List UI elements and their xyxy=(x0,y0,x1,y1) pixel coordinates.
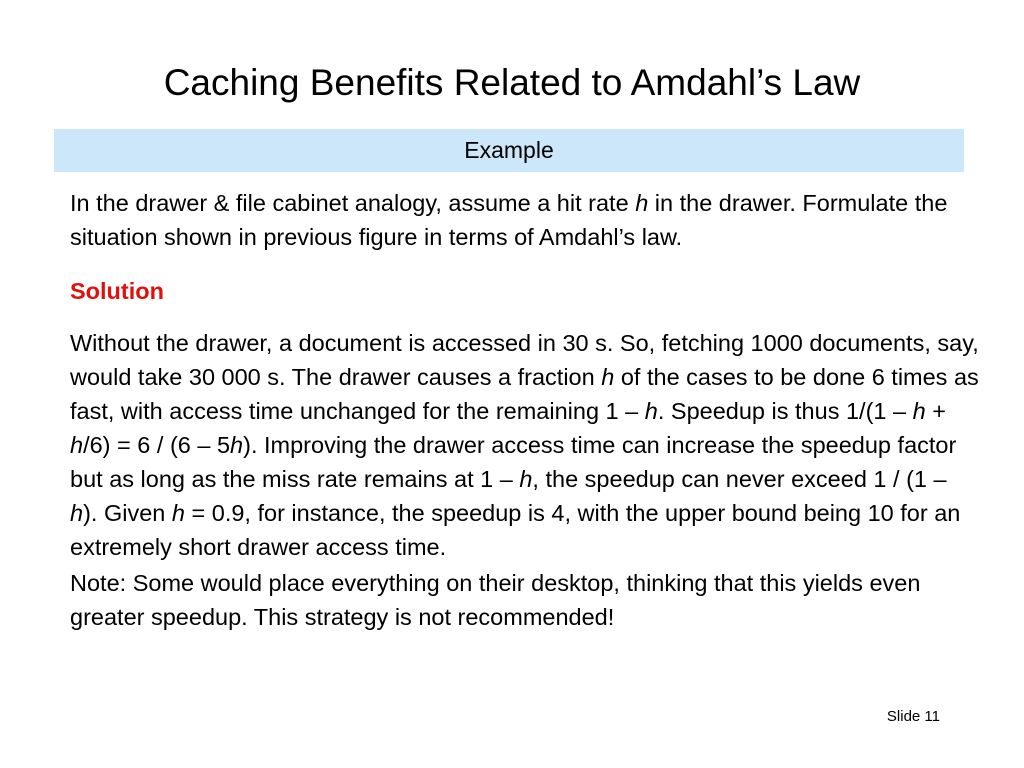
solution-fragment: . Speedup is thus 1/(1 – xyxy=(657,398,913,424)
solution-fragment: , the speedup can never exceed 1 / (1 – xyxy=(532,466,947,492)
solution-fragment: ). Given xyxy=(83,500,172,526)
problem-text: In the drawer & file cabinet analogy, assume a hit rate xyxy=(70,190,636,216)
hit-rate-variable: h xyxy=(601,364,615,390)
hit-rate-variable: h xyxy=(912,398,926,424)
solution-fragment: of the cases to be done 6 times as fast, with access time unchanged for the remaining 1 – xyxy=(70,364,979,424)
hit-rate-variable: h xyxy=(644,398,658,424)
note-text: Note: Some would place everything on their desktop, thinking that this yields even greater speedup. This strategy is not recommended! xyxy=(70,570,921,630)
slide-content xyxy=(70,186,980,634)
slide-number: Slide 11 xyxy=(886,708,940,725)
solution-fragment: Without the drawer, a document is accessed in 30 s. So, fetching 1000 documents, say, would take 30 000 s. The drawer causes a fraction xyxy=(70,330,979,390)
problem-statement xyxy=(70,186,980,254)
slide-title: Caching Benefits Related to Amdahl’s Law xyxy=(163,62,861,103)
example-banner xyxy=(54,129,964,172)
hit-rate-variable: h xyxy=(519,466,533,492)
solution-fragment: ). Improving the drawer access time can increase the speedup factor but as long as the miss rate remains at 1 – xyxy=(70,432,957,492)
hit-rate-variable: h xyxy=(635,190,649,216)
solution-fragment: = 0.9, for instance, the speedup is 4, with the upper bound being 10 for an extremely short drawer access time. xyxy=(70,500,961,560)
solution-heading: Solution xyxy=(70,278,164,304)
hit-rate-variable: h xyxy=(171,500,185,526)
solution-fragment: /6) = 6 / (6 – 5 xyxy=(83,432,231,458)
hit-rate-variable: h xyxy=(70,432,84,458)
solution-fragment: + xyxy=(925,398,946,424)
example-banner-label: Example xyxy=(464,137,554,163)
problem-text: in the drawer. Formulate the situation shown in previous figure in terms of Amdahl’s law. xyxy=(70,190,948,250)
hit-rate-variable: h xyxy=(230,432,244,458)
solution-text xyxy=(70,326,980,564)
hit-rate-variable: h xyxy=(70,500,84,526)
